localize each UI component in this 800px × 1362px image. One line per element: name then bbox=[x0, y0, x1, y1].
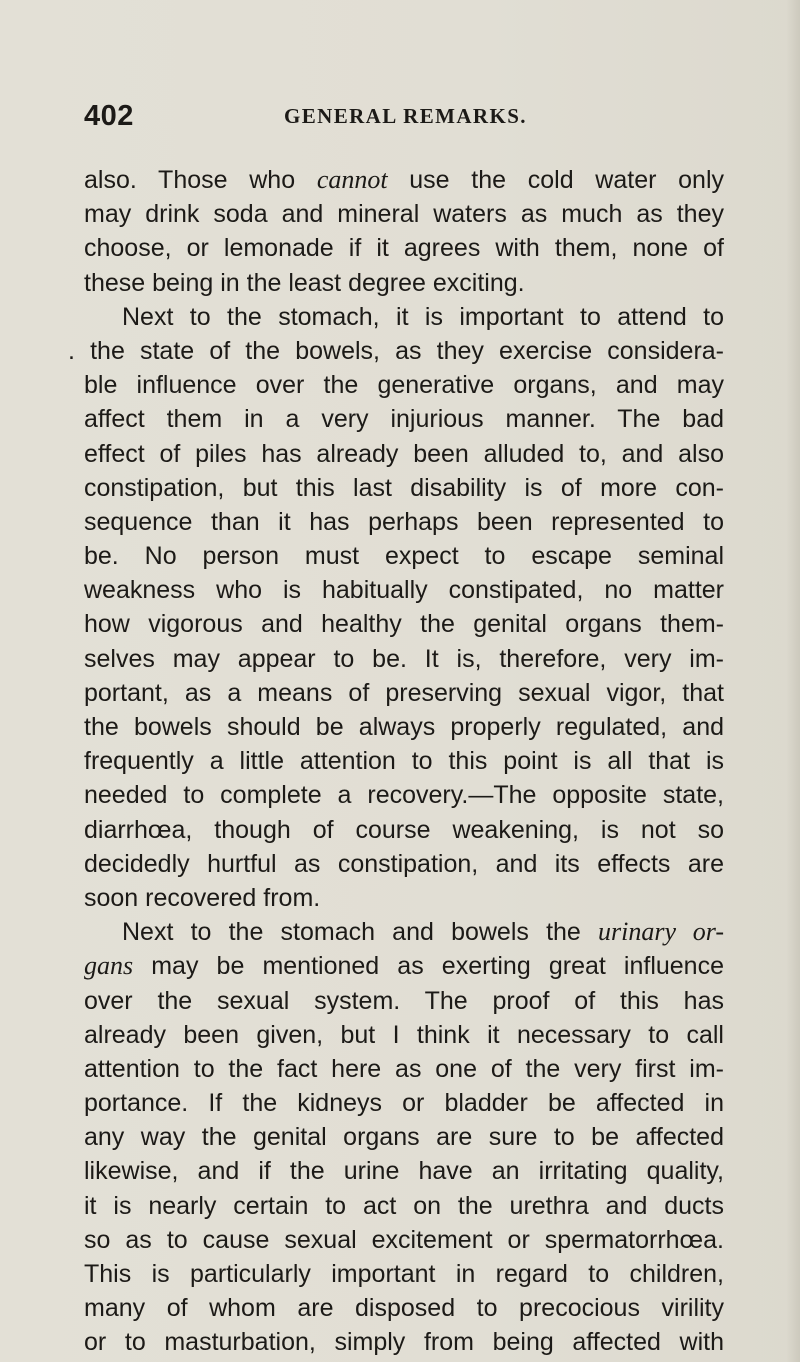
text-line bbox=[84, 163, 724, 197]
text-line: many of whom are disposed to precocious virility bbox=[84, 1294, 724, 1323]
text-line bbox=[68, 334, 724, 368]
text-line: frequently a little attention to this point is all that is bbox=[84, 747, 724, 776]
text-line: portant, as a means of preserving sexual vigor, that bbox=[84, 678, 724, 707]
text-line: the bowels should be always properly regulated, and bbox=[84, 713, 724, 741]
text-line: attention to the fact here as one of the very first im- bbox=[84, 1054, 724, 1083]
text-line: portance. If the kidneys or bladder be affected in bbox=[84, 1089, 724, 1118]
text-line: these being in the least degree exciting. bbox=[84, 268, 525, 297]
text-line: may drink soda and mineral waters as much as they bbox=[84, 200, 724, 229]
text-line: likewise, and if the urine have an irritating quality, bbox=[84, 1157, 724, 1186]
text-line: effect of piles has already been alluded to, and also bbox=[84, 439, 724, 468]
text-line: selves may appear to be. It is, therefore, very im- bbox=[84, 644, 724, 673]
text-line: choose, or lemonade if it agrees with them, none of bbox=[84, 234, 724, 263]
text-line: This is particularly important in regard to children, bbox=[84, 1260, 724, 1288]
paragraph-start-line bbox=[84, 915, 724, 949]
text-line: affect them in a very injurious manner. The bad bbox=[84, 405, 724, 434]
page-edge-shadow bbox=[786, 0, 800, 1362]
text-line: be. No person must expect to escape seminal bbox=[84, 542, 724, 571]
text-line: needed to complete a recovery.—The opposite state, bbox=[84, 781, 724, 810]
text-line bbox=[84, 949, 724, 983]
text-line: already been given, but I think it necessary to call bbox=[84, 1020, 724, 1049]
italic-span: cannot bbox=[316, 165, 388, 194]
text-line: so as to cause sexual excitement or spermatorrhœa. bbox=[84, 1225, 724, 1254]
text-span: may be mentioned as exerting great influence bbox=[133, 952, 724, 981]
text-line: soon recovered from. bbox=[84, 883, 321, 912]
text-span: use the cold water only bbox=[387, 166, 724, 194]
text-line: diarrhœa, though of course weakening, is not so bbox=[84, 815, 724, 844]
stray-mark: . bbox=[68, 336, 75, 365]
text-line: weakness who is habitually constipated, no matter bbox=[84, 576, 724, 605]
text-line: how vigorous and healthy the genital organs them- bbox=[84, 610, 724, 639]
page-number: 402 bbox=[84, 100, 134, 132]
text-line: decidedly hurtful as constipation, and its effects are bbox=[84, 849, 724, 878]
text-line: sequence than it has perhaps been represented to bbox=[84, 507, 724, 536]
page-header bbox=[84, 96, 724, 136]
italic-span: urinary or- bbox=[598, 917, 724, 947]
text-line: or to masturbation, simply from being affected with bbox=[84, 1328, 724, 1357]
text-line: ble influence over the generative organs, and may bbox=[84, 371, 724, 400]
running-head: GENERAL REMARKS. bbox=[284, 104, 527, 128]
text-line: constipation, but this last disability is of more con- bbox=[84, 473, 724, 502]
text-span: Next to the stomach and bowels the bbox=[122, 918, 598, 947]
italic-span: gans bbox=[84, 951, 134, 981]
text-span: also. Those who bbox=[84, 166, 317, 194]
body-text bbox=[68, 163, 724, 1360]
text-line: any way the genital organs are sure to be affected bbox=[84, 1123, 724, 1152]
text-line: it is nearly certain to act on the urethra and ducts bbox=[84, 1191, 724, 1220]
paragraph-start-line: Next to the stomach, it is important to attend to bbox=[122, 302, 724, 331]
text-line: over the sexual system. The proof of this has bbox=[84, 986, 724, 1015]
text-span: the state of the bowels, as they exercise considera- bbox=[90, 336, 724, 365]
